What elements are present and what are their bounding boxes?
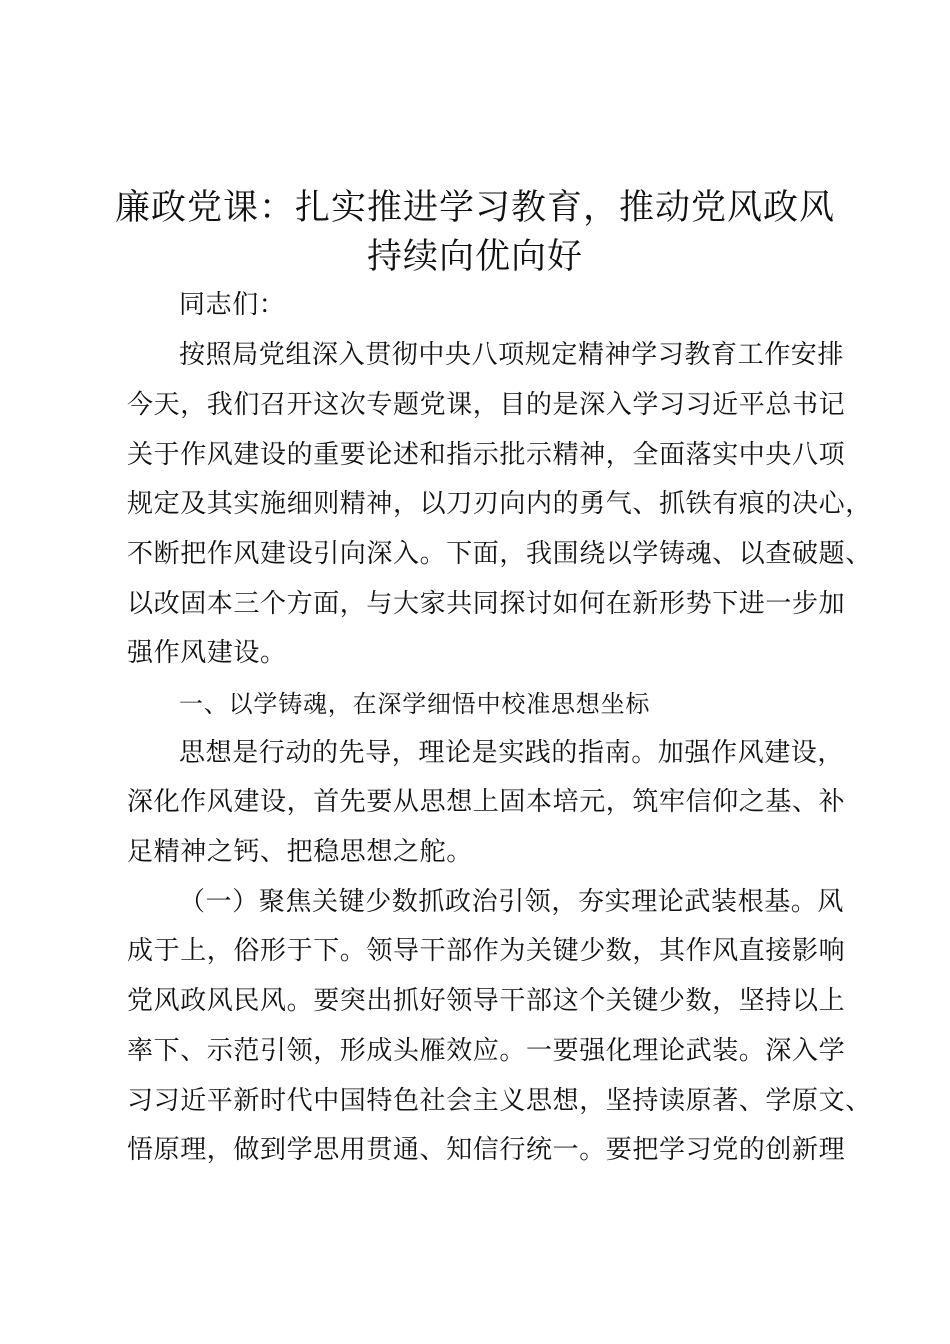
- paragraph-1-line-1: 按照局党组深入贯彻中央八项规定精神学习教育工作安排: [179, 340, 845, 370]
- paragraph-1-line-4: 规定及其实施细则精神，以刀刃向内的勇气、抓铁有痕的决心，: [127, 489, 872, 519]
- paragraph-2-line-3: 足精神之钙、把稳思想之舵。: [127, 837, 473, 867]
- paragraph-3-line-4: 率下、示范引领，形成头雁效应。一要强化理论武装。深入学: [127, 1036, 846, 1066]
- section-1-heading: 一、以学铸魂，在深学细悟中校准思想坐标: [179, 690, 651, 718]
- paragraph-1-line-3: 关于作风建设的重要论述和指示批示精神，全面落实中央八项: [127, 440, 846, 470]
- paragraph-1-line-6: 以改固本三个方面，与大家共同探讨如何在新形势下进一步加: [127, 589, 846, 619]
- paragraph-3-line-6: 悟原理，做到学思用贯通、知信行统一。要把学习党的创新理: [127, 1135, 846, 1165]
- paragraph-1-line-7: 强作风建设。: [127, 638, 287, 668]
- paragraph-2-line-1: 思想是行动的先导，理论是实践的指南。加强作风建设，: [179, 738, 845, 768]
- paragraph-1-line-2: 今天，我们召开这次专题党课，目的是深入学习习近平总书记: [127, 390, 846, 420]
- document-title-line-2: 持续向优向好: [366, 237, 583, 277]
- paragraph-2-line-2: 深化作风建设，首先要从思想上固本培元，筑牢信仰之基、补: [127, 787, 846, 817]
- salutation: 同志们：: [179, 290, 286, 320]
- paragraph-3-line-5: 习习近平新时代中国特色社会主义思想，坚持读原著、学原文、: [127, 1086, 872, 1116]
- paragraph-1-line-5: 不断把作风建设引向深入。下面，我围绕以学铸魂、以查破题、: [127, 539, 872, 569]
- paragraph-3-line-1: （一）聚焦关键少数抓政治引领，夯实理论武装根基。风: [179, 887, 845, 917]
- paragraph-3-line-2: 成于上，俗形于下。领导干部作为关键少数，其作风直接影响: [127, 936, 846, 966]
- document-title-line-1: 廉政党课：扎实推进学习教育，推动党风政风: [114, 188, 835, 228]
- paragraph-3-line-3: 党风政风民风。要突出抓好领导干部这个关键少数，坚持以上: [127, 986, 846, 1016]
